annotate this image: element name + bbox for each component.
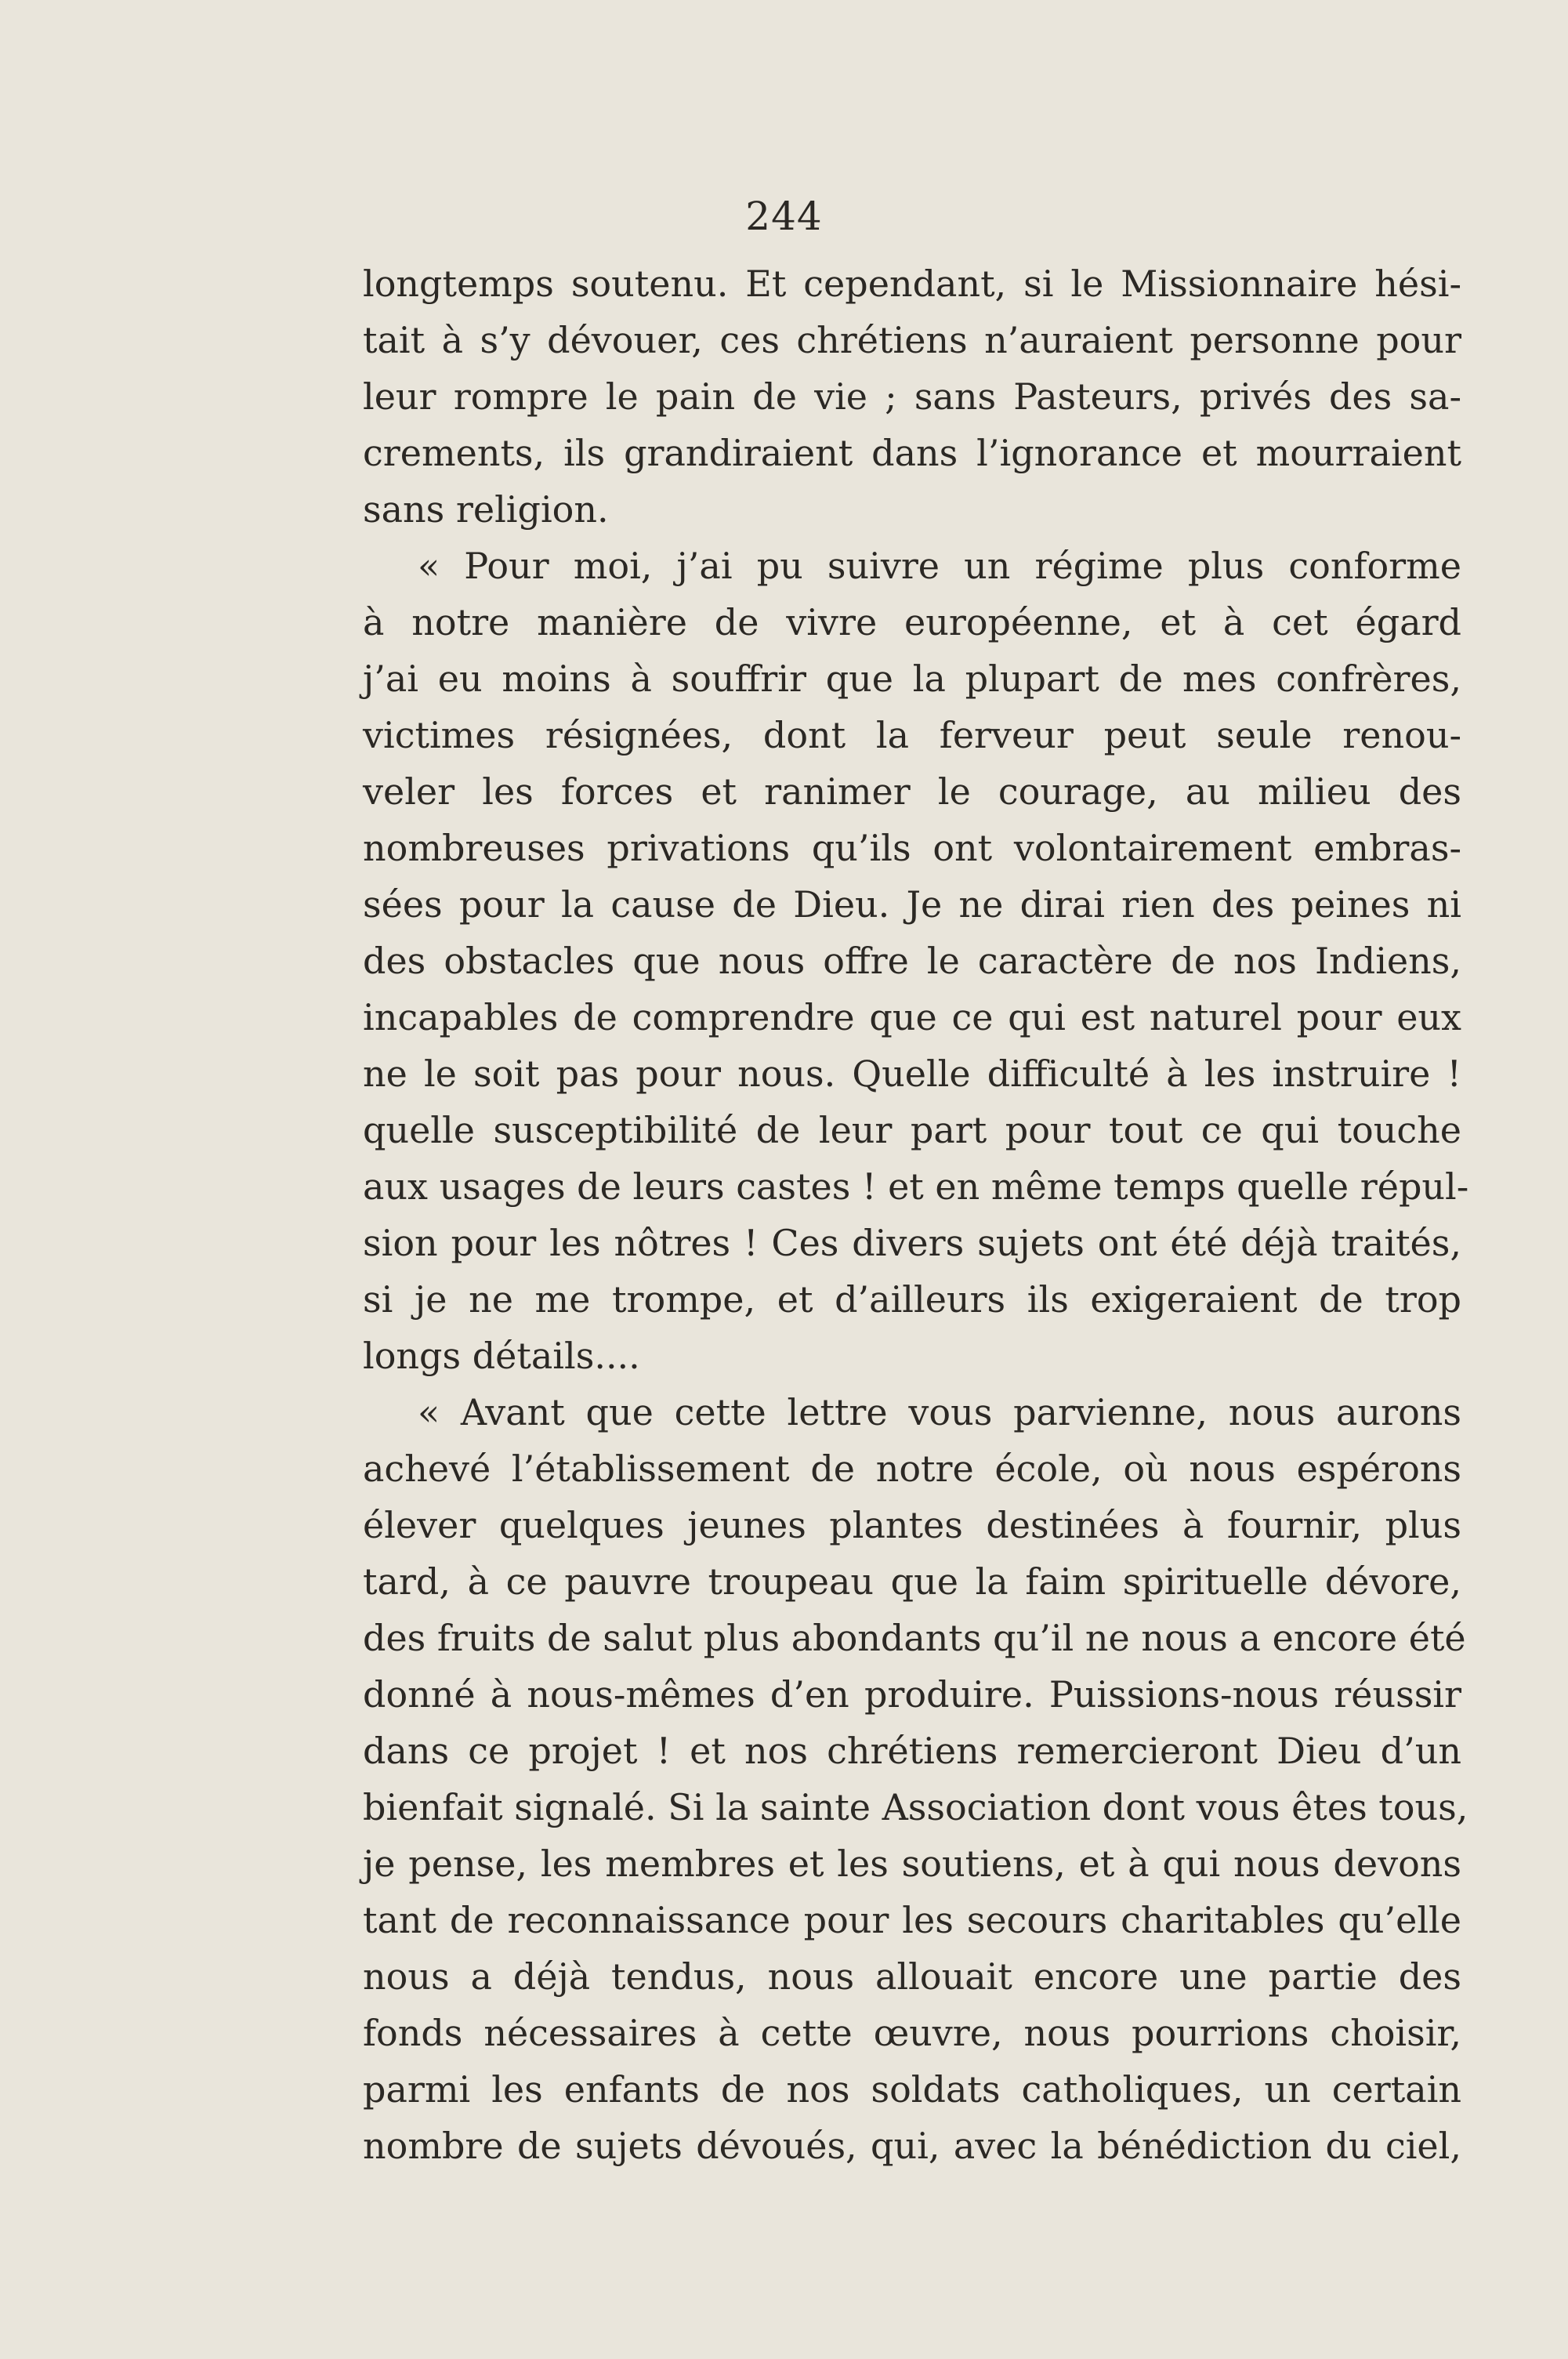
text-line: victimes résignées, dont la ferveur peut seule renou- [363, 714, 1461, 756]
text-line: nombreuses privations qu’ils ont volontairement embras- [363, 827, 1461, 869]
text-line: leur rompre le pain de vie ; sans Pasteurs, privés des sa- [363, 375, 1461, 418]
text-line: sion pour les nôtres ! Ces divers sujets ont été déjà traités, [363, 1222, 1461, 1264]
text-line: parmi les enfants de nos soldats catholiques, un certain [363, 2068, 1461, 2111]
text-line: sées pour la cause de Dieu. Je ne dirai rien des peines ni [363, 883, 1461, 926]
text-line: nombre de sujets dévoués, qui, avec la bénédiction du ciel, [363, 2125, 1461, 2167]
text-line: « Pour moi, j’ai pu suivre un régime plus conforme [418, 545, 1461, 587]
text-line: quelle susceptibilité de leur part pour tout ce qui touche [363, 1109, 1461, 1151]
text-line: des obstacles que nous offre le caractère de nos Indiens, [363, 940, 1461, 982]
text-line: incapables de comprendre que ce qui est naturel pour eux [363, 996, 1461, 1038]
text-line: dans ce projet ! et nos chrétiens remercieront Dieu d’un [363, 1730, 1461, 1772]
text-line: à notre manière de vivre européenne, et à cet égard [363, 601, 1461, 643]
text-line: crements, ils grandiraient dans l’ignorance et mourraient [363, 432, 1461, 474]
text-line: tard, à ce pauvre troupeau que la faim spirituelle dévore, [363, 1560, 1461, 1603]
text-line: ne le soit pas pour nous. Quelle difficulté à les instruire ! [363, 1053, 1461, 1095]
text-line: aux usages de leurs castes ! et en même temps quelle répul- [363, 1165, 1469, 1208]
text-line: longtemps soutenu. Et cependant, si le Missionnaire hési- [363, 263, 1461, 305]
text-line: élever quelques jeunes plantes destinées à fournir, plus [363, 1504, 1461, 1546]
text-line: donné à nous-mêmes d’en produire. Puissions-nous réussir [363, 1673, 1461, 1716]
text-line: j’ai eu moins à souffrir que la plupart de mes confrères, [363, 658, 1461, 700]
text-line: sans religion. [363, 488, 609, 531]
text-line: fonds nécessaires à cette œuvre, nous pourrions choisir, [363, 2012, 1461, 2054]
text-line: je pense, les membres et les soutiens, et à qui nous devons [363, 1843, 1461, 1885]
text-line: veler les forces et ranimer le courage, au milieu des [363, 770, 1461, 813]
text-line: des fruits de salut plus abondants qu’il ne nous a encore été [363, 1617, 1466, 1659]
text-line: si je ne me trompe, et d’ailleurs ils exigeraient de trop [363, 1278, 1461, 1321]
text-line: tait à s’y dévouer, ces chrétiens n’auraient personne pour [363, 319, 1461, 361]
text-line: tant de reconnaissance pour les secours charitables qu’elle [363, 1899, 1461, 1941]
text-line: achevé l’établissement de notre école, où nous espérons [363, 1448, 1461, 1490]
text-line: bienfait signalé. Si la sainte Association dont vous êtes tous, [363, 1786, 1468, 1828]
text-line: longs détails.... [363, 1335, 640, 1377]
body-text [363, 255, 1469, 2174]
page-number: 244 [745, 194, 823, 239]
text-line: « Avant que cette lettre vous parvienne, nous aurons [418, 1391, 1461, 1433]
text-line: nous a déjà tendus, nous allouait encore une partie des [363, 1955, 1461, 1998]
